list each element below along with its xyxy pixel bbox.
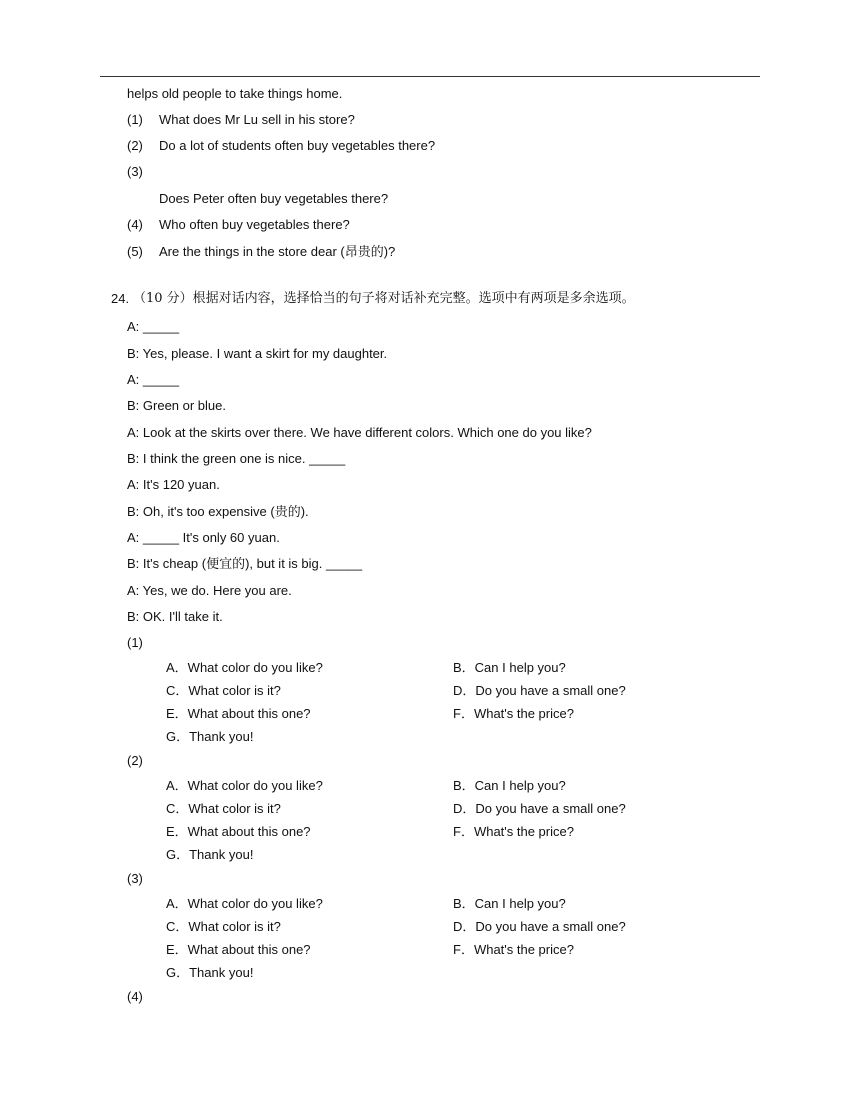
dialogue-line-9: A: _____ It's only 60 yuan. <box>127 530 280 545</box>
dialogue-line-12: B: OK. I'll take it. <box>127 609 223 624</box>
q23-text-3: Does Peter often buy vegetables there? <box>159 191 389 206</box>
option-c[interactable]: C．What color is it? <box>166 801 281 816</box>
q24-instruction: （10 分）根据对话内容，选择恰当的句子将对话补充完整。选项中有两项是多余选项。 <box>133 291 635 306</box>
option-d[interactable]: D．Do you have a small one? <box>453 801 626 816</box>
dialogue-line-4: B: Green or blue. <box>127 398 226 413</box>
q23-text-1: What does Mr Lu sell in his store? <box>159 112 355 127</box>
q23-num-3: (3) <box>127 164 143 179</box>
q23-num-4: (4) <box>127 217 143 232</box>
option-g[interactable]: G．Thank you! <box>166 729 254 744</box>
option-e[interactable]: E．What about this one? <box>166 824 311 839</box>
option-g[interactable]: G．Thank you! <box>166 965 254 980</box>
passage-tail: helps old people to take things home. <box>127 86 343 101</box>
q23-num-2: (2) <box>127 138 143 153</box>
option-b[interactable]: B．Can I help you? <box>453 778 566 793</box>
q23-text-2: Do a lot of students often buy vegetables there? <box>159 138 436 153</box>
q23-num-5: (5) <box>127 244 143 259</box>
option-f[interactable]: F．What's the price? <box>453 706 574 721</box>
option-e[interactable]: E．What about this one? <box>166 706 311 721</box>
header-rule <box>100 76 760 77</box>
option-g[interactable]: G．Thank you! <box>166 847 254 862</box>
dialogue-line-8: B: Oh, it's too expensive (贵的). <box>127 504 309 519</box>
q24-number: 24. <box>111 291 130 306</box>
option-c[interactable]: C．What color is it? <box>166 683 281 698</box>
option-e[interactable]: E．What about this one? <box>166 942 311 957</box>
dialogue-line-11: A: Yes, we do. Here you are. <box>127 583 292 598</box>
sub-question-label-3: (3) <box>127 871 143 886</box>
sub-question-label-2: (2) <box>127 753 143 768</box>
q23-num-1: (1) <box>127 112 143 127</box>
dialogue-line-2: B: Yes, please. I want a skirt for my daughter. <box>127 346 388 361</box>
sub-question-label-4: (4) <box>127 989 143 1004</box>
option-a[interactable]: A．What color do you like? <box>166 896 323 911</box>
option-c[interactable]: C．What color is it? <box>166 919 281 934</box>
option-d[interactable]: D．Do you have a small one? <box>453 919 626 934</box>
dialogue-line-3: A: _____ <box>127 372 180 387</box>
dialogue-line-1: A: _____ <box>127 319 180 334</box>
option-b[interactable]: B．Can I help you? <box>453 660 566 675</box>
option-a[interactable]: A．What color do you like? <box>166 660 323 675</box>
sub-question-label-1: (1) <box>127 635 143 650</box>
option-a[interactable]: A．What color do you like? <box>166 778 323 793</box>
q23-text-4: Who often buy vegetables there? <box>159 217 350 232</box>
dialogue-line-10: B: It's cheap (便宜的), but it is big. _____ <box>127 556 363 571</box>
q23-text-5: Are the things in the store dear (昂贵的)? <box>159 244 396 259</box>
option-f[interactable]: F．What's the price? <box>453 824 574 839</box>
option-f[interactable]: F．What's the price? <box>453 942 574 957</box>
option-d[interactable]: D．Do you have a small one? <box>453 683 626 698</box>
dialogue-line-7: A: It's 120 yuan. <box>127 477 220 492</box>
dialogue-line-6: B: I think the green one is nice. _____ <box>127 451 346 466</box>
option-b[interactable]: B．Can I help you? <box>453 896 566 911</box>
dialogue-line-5: A: Look at the skirts over there. We have different colors. Which one do you like? <box>127 425 592 440</box>
